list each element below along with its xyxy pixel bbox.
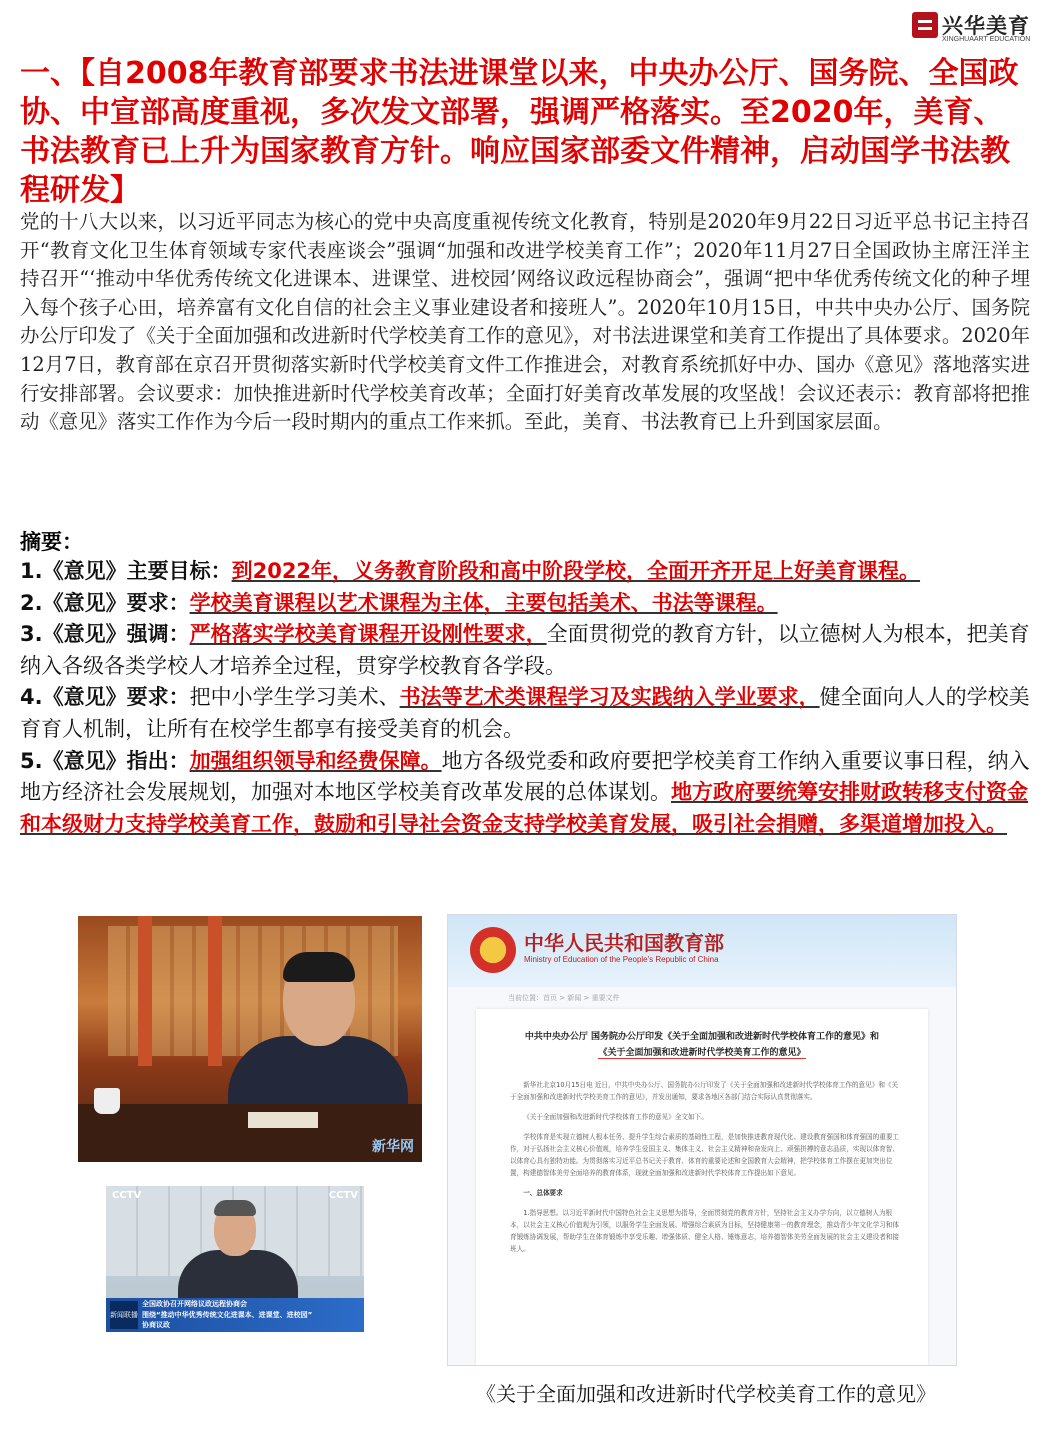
point-highlight: 书法等艺术类课程学习及实践纳入学业要求， bbox=[399, 685, 820, 710]
ministry-name-en: Ministry of Education of the People's Republic of China bbox=[524, 955, 719, 964]
abstract-label: 摘要： bbox=[20, 530, 83, 554]
point-3 bbox=[20, 619, 1032, 682]
ministry-webpage-screenshot bbox=[447, 914, 957, 1366]
point-highlight: 学校美育课程以艺术课程为主体，主要包括美术、书法等课程。 bbox=[189, 590, 778, 615]
news-caption-line: 协商议政 bbox=[142, 1321, 170, 1329]
brand-name: 兴华美育 bbox=[942, 14, 1030, 38]
national-emblem-icon bbox=[470, 927, 516, 973]
point-text: 地方各级党委和政府要把学校美育工作纳入重要议事日程，纳入地方经济社会发展规划，加强对本地区学校美育改革发展的总体谋划。 bbox=[20, 748, 1030, 805]
news-caption-line: 全国政协召开网络议政远程协商会 bbox=[142, 1300, 247, 1308]
meeting-photo bbox=[78, 916, 422, 1162]
section-heading: 一、【自2008年教育部要求书法进课堂以来，中央办公厅、国务院、全国政协、中宣部高度重视，多次发文部署，强调严格落实。至2020年，美育、书法教育已上升为国家教育方针。响应国家部委文件精神，启动国学书法教程研发】 bbox=[20, 56, 1019, 208]
article-card bbox=[476, 1009, 928, 1365]
channel-logo: CCTV bbox=[112, 1190, 142, 1201]
point-lead: 3.《意见》强调： bbox=[20, 622, 190, 647]
photo-watermark: 新华网 bbox=[372, 1139, 414, 1155]
channel-logo-right: CCTV bbox=[328, 1190, 358, 1201]
point-lead: 4.《意见》要求： bbox=[20, 685, 190, 710]
brand-logo-icon bbox=[912, 12, 938, 38]
point-highlight: 到2022年，义务教育阶段和高中阶段学校，全面开齐开足上好美育课程。 bbox=[231, 559, 921, 583]
news-caption-line: 围绕“推动中华优秀传统文化进课本、进课堂、进校园” bbox=[142, 1310, 313, 1319]
point-lead: 1.《意见》主要目标： bbox=[20, 559, 232, 583]
point-highlight: 严格落实学校美育课程开设刚性要求， bbox=[189, 622, 547, 647]
teacup-icon bbox=[94, 1088, 120, 1114]
tv-news-photo bbox=[106, 1186, 364, 1332]
ministry-name: 中华人民共和国教育部 bbox=[524, 931, 724, 955]
intro-paragraph: 党的十八大以来，以习近平同志为核心的党中央高度重视传统文化教育，特别是2020年9月22日习近平总书记主持召开“教育文化卫生体育领域专家代表座谈会”强调“加强和改进学校美育工作”；2020年11月27日全国政协主席汪洋主持召开“‘推动中华优秀传统文化进课本、进课堂、进校园’网络议政远程协商会”，强调“把中华优秀传统文化的种子埋入每个孩子心田，培养富有文化自信的社会主义事业建设者和接班人”。2020年10月15日，中共中央办公厅、国务院办公厅印发了《关于全面加强和改进新时代学校美育工作的意见》，对书法进课堂和美育工作提出了具体要求。2020年12月7日，教育部在京召开贯彻落实新时代学校美育文件工作推进会，对教育系统抓好中办、国办《意见》落地落实进行安排部署。会议要求：加快推进新时代学校美育改革；全面打好美育改革发展的攻坚战！会议还表示：教育部将把推动《意见》落实工作作为今后一段时期内的重点工作来抓。至此，美育、书法教育已上升到国家层面。 bbox=[20, 210, 1030, 434]
point-4 bbox=[20, 682, 1032, 745]
point-highlight: 地方政府要统筹安排财政转移支付资金和本级财力支持学校美育工作，鼓励和引导社会资金支持学校美育发展，吸引社会捐赠，多渠道增加投入。 bbox=[20, 780, 1028, 836]
brand-logo bbox=[912, 10, 1042, 46]
news-caption-bar bbox=[106, 1298, 364, 1332]
point-text: 健全面向人人的学校美育育人机制，让所有在校学生都享有接受美育的机会。 bbox=[20, 685, 1030, 741]
point-text: 全面贯彻党的教育方针，以立德树人为根本，把美育纳入各级各类学校人才培养全过程，贯穿学校教育各学段。 bbox=[20, 622, 1030, 678]
point-highlight: 加强组织领导和经费保障。 bbox=[189, 748, 442, 773]
article-body: 新华社北京10月15日电 近日，中共中央办公厅、国务院办公厅印发了《关于全面加强和改进新时代学校体育工作的意见》和《关于全面加强和改进新时代学校美育工作的意见》，并发出通知，要求各地区各部门结合实际认真贯彻落实。 《关于全面加强和改进新时代学校体育工作的意见》全文如下。 学校体育是实现立德树人根本任务、提升学生综合素质的基础性工程，是加快推进教育现代化、建设教育强国和体育强国的重要工作，对于弘扬社会主义核心价值观，培养学生爱国主义、集体主义、社会主义精神和奋发向上、顽强拼搏的意志品质，实现以体育智、以体育心具有独特功能。为贯彻落实习近平总书记关于教育、体育的重要论述和全国教育大会精神，把学校体育工作摆在更加突出位置，构建德智体美劳全面培养的教育体系，现就全面加强和改进新时代学校体育工作提出如下意见。 一、总体要求 1.指导思想。以习近平新时代中国特色社会主义思想为指导，全面贯彻党的教育方针，坚持社会主义办学方向，以立德树人为根本，以社会主义核心价值观为引领，以服务学生全面发展、增强综合素质为目标，坚持健康第一的教育理念，推动青少年文化学习和体育锻炼协调发展，帮助学生在体育锻炼中享受乐趣、增强体质、健全人格、锤炼意志，培养德智体美劳全面发展的社会主义建设者和接班人。 bbox=[510, 1081, 900, 1253]
point-lead: 2.《意见》要求： bbox=[20, 590, 190, 615]
point-1 bbox=[20, 556, 1032, 588]
point-2 bbox=[20, 588, 1032, 620]
article-title: 中共中央办公厅 国务院办公厅印发《关于全面加强和改进新时代学校体育工作的意见》和 《关于全面加强和改进新时代学校美育工作的意见》 bbox=[524, 1032, 880, 1058]
brand-subtitle: XINGHUAART EDUCATION bbox=[942, 36, 1031, 43]
image-caption: 《关于全面加强和改进新时代学校美育工作的意见》 bbox=[476, 1382, 936, 1406]
point-text: 把中小学生学习美术、 bbox=[189, 685, 400, 710]
webpage-header bbox=[448, 915, 956, 987]
breadcrumb: 当前位置：首页 > 新闻 > 重要文件 bbox=[508, 994, 620, 1002]
abstract-points bbox=[20, 556, 1032, 840]
news-program-tag: 新闻联播 bbox=[110, 1301, 138, 1329]
point-lead: 5.《意见》指出： bbox=[20, 748, 190, 773]
point-5 bbox=[20, 746, 1032, 841]
